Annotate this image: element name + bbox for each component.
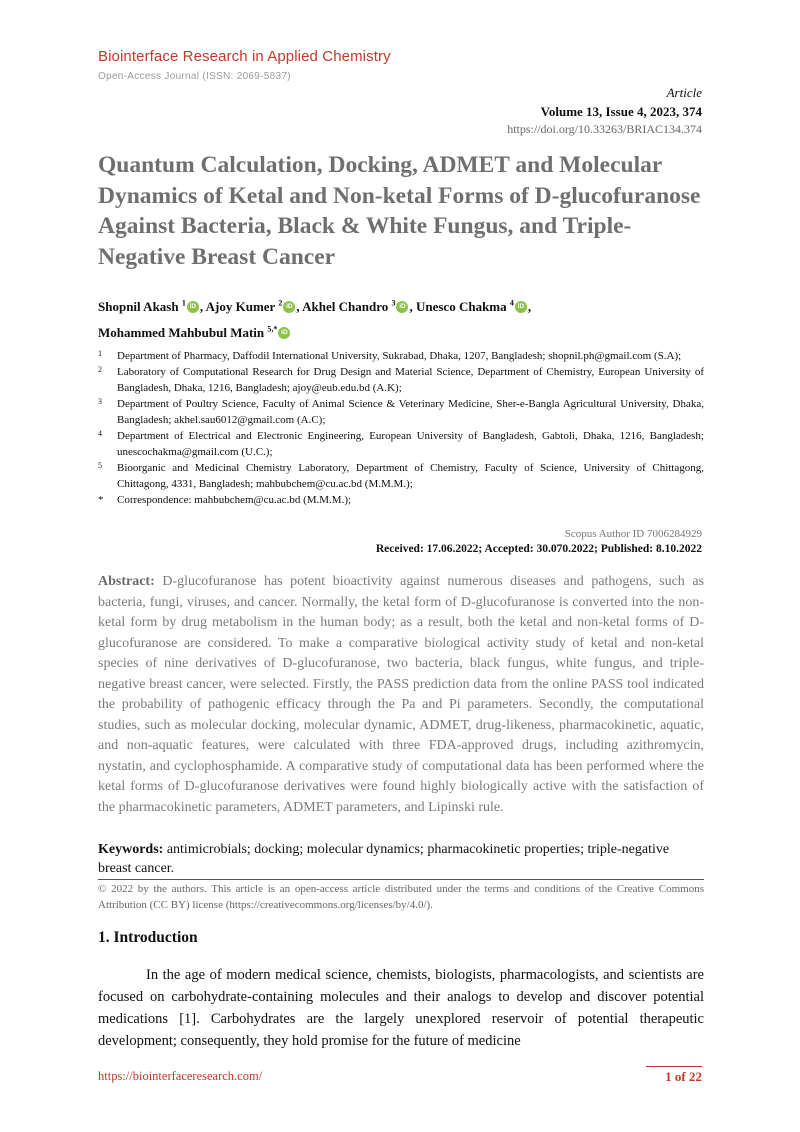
article-type: Article bbox=[666, 85, 702, 100]
abstract bbox=[98, 572, 704, 818]
affiliation-4 bbox=[98, 428, 704, 460]
author-name: Mohammed Mahbubul Matin bbox=[98, 324, 265, 340]
affiliation-1 bbox=[98, 348, 704, 364]
current-page: 1 bbox=[665, 1069, 672, 1084]
correspondence-text: Correspondence: mahbubchem@cu.ac.bd (M.M.M.); bbox=[117, 494, 352, 506]
keywords-text: antimicrobials; docking; molecular dynamics; pharmacokinetic properties; triple-negative breast cancer. bbox=[98, 842, 670, 876]
orcid-icon[interactable]: iD bbox=[283, 301, 295, 313]
doi-link[interactable]: https://doi.org/10.33263/BRIAC134.374 bbox=[507, 122, 702, 136]
affiliation-number: 4 bbox=[98, 429, 102, 438]
author-affiliation-mark: 4 bbox=[509, 299, 514, 308]
abstract-label: Abstract: bbox=[98, 574, 155, 589]
footer-divider bbox=[646, 1066, 702, 1067]
affiliation-text: Department of Pharmacy, Daffodil International University, Sukrabad, Dhaka, 1207, Bangladesh; shopnil.ph@gmail.com (S.A); bbox=[117, 350, 682, 362]
abstract-text: D-glucofuranose has potent bioactivity against numerous diseases and pathogens, such as bacteria, fungi, viruses, and cancer. Normally, the ketal form of D-glucofuranose is converted into the non-ketal form by drug metabolism in the human body; as a result, both the ketal and non-ketal forms of D-glucofuranose are considered. To make a comparative biological activity study of ketal and non-ketal species of nine derivatives of D-glucofuranose, two bacteria, black fungus, white fungus, and triple-negative breast cancer, were selected. Firstly, the PASS prediction data from the online PASS tool indicated the probability of pathogenic efficacy through the Pa and Pi parameters. Secondly, the computational studies, such as molecular docking, molecular dynamic, ADMET, drug-likeness, pharmacokinetic, aquatic, and non-aquatic features, were calculated with three FDA-approved drugs, including azithromycin, nystatin, and cyclophosphamide. A comparative study of computational data has been performed where the ketal forms of D-glucofuranose derivatives were found highly biologically active with the satisfaction of the pharmacokinetic parameters, ADMET parameters, and Lipinski rule. bbox=[98, 574, 705, 815]
volume-info: Volume 13, Issue 4, 2023, 374 bbox=[540, 104, 702, 119]
author-affiliation-mark: 3 bbox=[391, 299, 396, 308]
author-name: Shopnil Akash bbox=[98, 299, 179, 315]
author-name: Unesco Chakma bbox=[415, 299, 507, 315]
affiliation-text: Bioorganic and Medicinal Chemistry Laboratory, Department of Chemistry, Faculty of Science, University of Chittagong, Chittagong, 4331, Bangladesh; mahbubchem@cu.ac.bd (M.M.M.); bbox=[117, 462, 704, 490]
divider bbox=[98, 879, 704, 880]
paper-title: Quantum Calculation, Docking, ADMET and Molecular Dynamics of Ketal and Non-ketal Forms of D-glucofuranose Against Bacteria, Black & White Fungus, and Triple-Negative Breast Cancer bbox=[98, 152, 701, 270]
author-list bbox=[98, 293, 708, 344]
affiliation-number: 2 bbox=[98, 365, 102, 374]
license-notice: © 2022 by the authors. This article is an open-access article distributed under the terms and conditions of the Creative Commons Attribution (CC BY) license (https://creativecommons.org/licenses/by/4.0/). bbox=[98, 883, 704, 911]
affiliation-list bbox=[98, 348, 704, 508]
journal-issn: Open-Access Journal (ISSN: 2069-5837) bbox=[98, 71, 291, 82]
page-number bbox=[665, 1069, 702, 1085]
introduction-paragraph bbox=[98, 964, 704, 1052]
total-pages: 22 bbox=[689, 1069, 702, 1084]
author-5 bbox=[98, 325, 291, 340]
section-heading: 1. Introduction bbox=[98, 929, 198, 946]
journal-name: Biointerface Research in Applied Chemistry bbox=[98, 48, 391, 65]
affiliation-number: 5 bbox=[98, 461, 102, 470]
orcid-icon[interactable]: iD bbox=[278, 327, 290, 339]
affiliation-number: 1 bbox=[98, 349, 102, 358]
affiliation-text: Department of Poultry Science, Faculty of Animal Science & Veterinary Medicine, Sher-e-Bangla Agricultural University, Dhaka, Bangladesh; akhel.sau6012@gmail.com (A.C); bbox=[117, 398, 704, 426]
affiliation-2 bbox=[98, 364, 704, 396]
author-name: Akhel Chandro bbox=[302, 299, 389, 315]
author-4: Unesco Chakma $^4$ iD , bbox=[415, 299, 532, 315]
affiliation-text: Department of Electrical and Electronic Engineering, European University of Bangladesh, Gabtoli, Dhaka, 1216, Bangladesh; unescochakma@gmail.com (U.C.); bbox=[117, 430, 704, 458]
author-affiliation-mark: 5,* bbox=[267, 324, 278, 334]
author-name: Ajoy Kumer bbox=[205, 299, 276, 315]
publication-dates: Received: 17.06.2022; Accepted: 30.070.2022; Published: 8.10.2022 bbox=[375, 543, 702, 555]
affiliation-3 bbox=[98, 396, 704, 428]
keywords-label: Keywords: bbox=[98, 842, 164, 857]
author-affiliation-mark: 1 bbox=[181, 299, 186, 308]
orcid-icon[interactable]: iD bbox=[515, 301, 527, 313]
correspondence bbox=[98, 492, 704, 508]
orcid-icon[interactable]: iD bbox=[187, 301, 199, 313]
author-affiliation-mark: 2 bbox=[278, 299, 283, 308]
introduction-text: In the age of modern medical science, chemists, biologists, pharmacologists, and scientists are focused on carbohydrate-containing molecules and their analogs to develop and discover potential medications [1]. Carbohydrates are the largely unexplored reservoir of potential therapeutic development; consequently, they hold promise for the future of medicine bbox=[98, 967, 704, 1049]
correspondence-mark: * bbox=[98, 494, 104, 506]
affiliation-5 bbox=[98, 460, 704, 492]
author-3: Akhel Chandro $^3$ iD , bbox=[302, 299, 416, 315]
affiliation-text: Laboratory of Computational Research for Drug Design and Material Science, Department of Chemistry, European University of Bangladesh, Dhaka, 1216, Bangladesh; ajoy@eub.edu.bd (A.K); bbox=[117, 366, 704, 394]
affiliation-number: 3 bbox=[98, 397, 102, 406]
keywords bbox=[98, 840, 704, 878]
footer-website-link[interactable]: https://biointerfaceresearch.com/ bbox=[98, 1069, 263, 1083]
author-1: Shopnil Akash $^1$ iD , bbox=[98, 299, 206, 315]
orcid-icon[interactable]: iD bbox=[396, 301, 408, 313]
author-2: Ajoy Kumer $^2$ iD , bbox=[205, 299, 303, 315]
page-of-label: of bbox=[674, 1069, 686, 1084]
scopus-author-id: Scopus Author ID 7006284929 bbox=[564, 528, 702, 540]
